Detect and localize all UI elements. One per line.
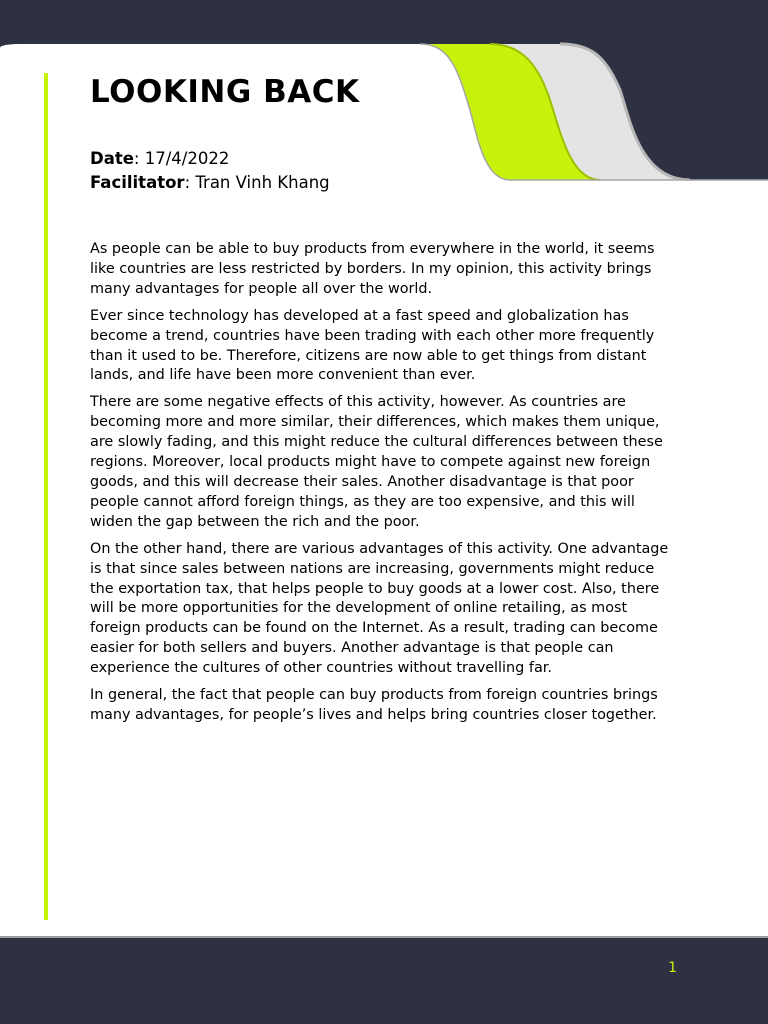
date-line — [90, 147, 330, 171]
paragraph: There are some negative effects of this activity, however. As countries are becoming more and more similar, their differences, which makes them unique, are slowly fading, and this might reduce the cultural differences between these regions. Moreover, local products might have to compete against new foreign goods, and this will decrease their sales. Another disadvantage is that poor people cannot afford foreign things, as they are too expensive, and this will widen the gap between the rich and the poor. — [90, 394, 663, 530]
paragraph: As people can be able to buy products from everywhere in the world, it seems like countries are less restricted by borders. In my opinion, this activity brings many advantages for people all over the world. — [90, 241, 655, 297]
left-accent-bar — [44, 73, 48, 920]
date-label: Date — [90, 149, 134, 168]
paragraph: In general, the fact that people can buy products from foreign countries brings many advantages, for people’s lives and helps bring countries closer together. — [90, 687, 658, 723]
facilitator-value: : Tran Vinh Khang — [184, 173, 330, 192]
essay-body — [90, 240, 680, 733]
facilitator-line — [90, 171, 330, 195]
date-value: : 17/4/2022 — [133, 149, 230, 168]
paragraph: On the other hand, there are various advantages of this activity. One advantage is that since sales between nations are increasing, governments might reduce the exportation tax, that helps people to buy goods at a lower cost. Also, there will be more opportunities for the development of online retailing, as most foreign products can be found on the Internet. As a result, trading can become easier for both sellers and buyers. Another advantage is that people can experience the cultures of other countries without travelling far. — [90, 540, 669, 677]
paragraph: Ever since technology has developed at a fast speed and globalization has become a trend, countries have been trading with each other more frequently than it used to be. Therefore, citizens are now able to get things from distant lands, and life have been more convenient than ever. — [90, 307, 655, 384]
page-number: 1 — [668, 960, 677, 976]
facilitator-label: Facilitator — [90, 173, 185, 192]
page-footer — [0, 936, 768, 1024]
document-meta — [90, 147, 330, 195]
page-title: LOOKING BACK — [90, 74, 360, 110]
